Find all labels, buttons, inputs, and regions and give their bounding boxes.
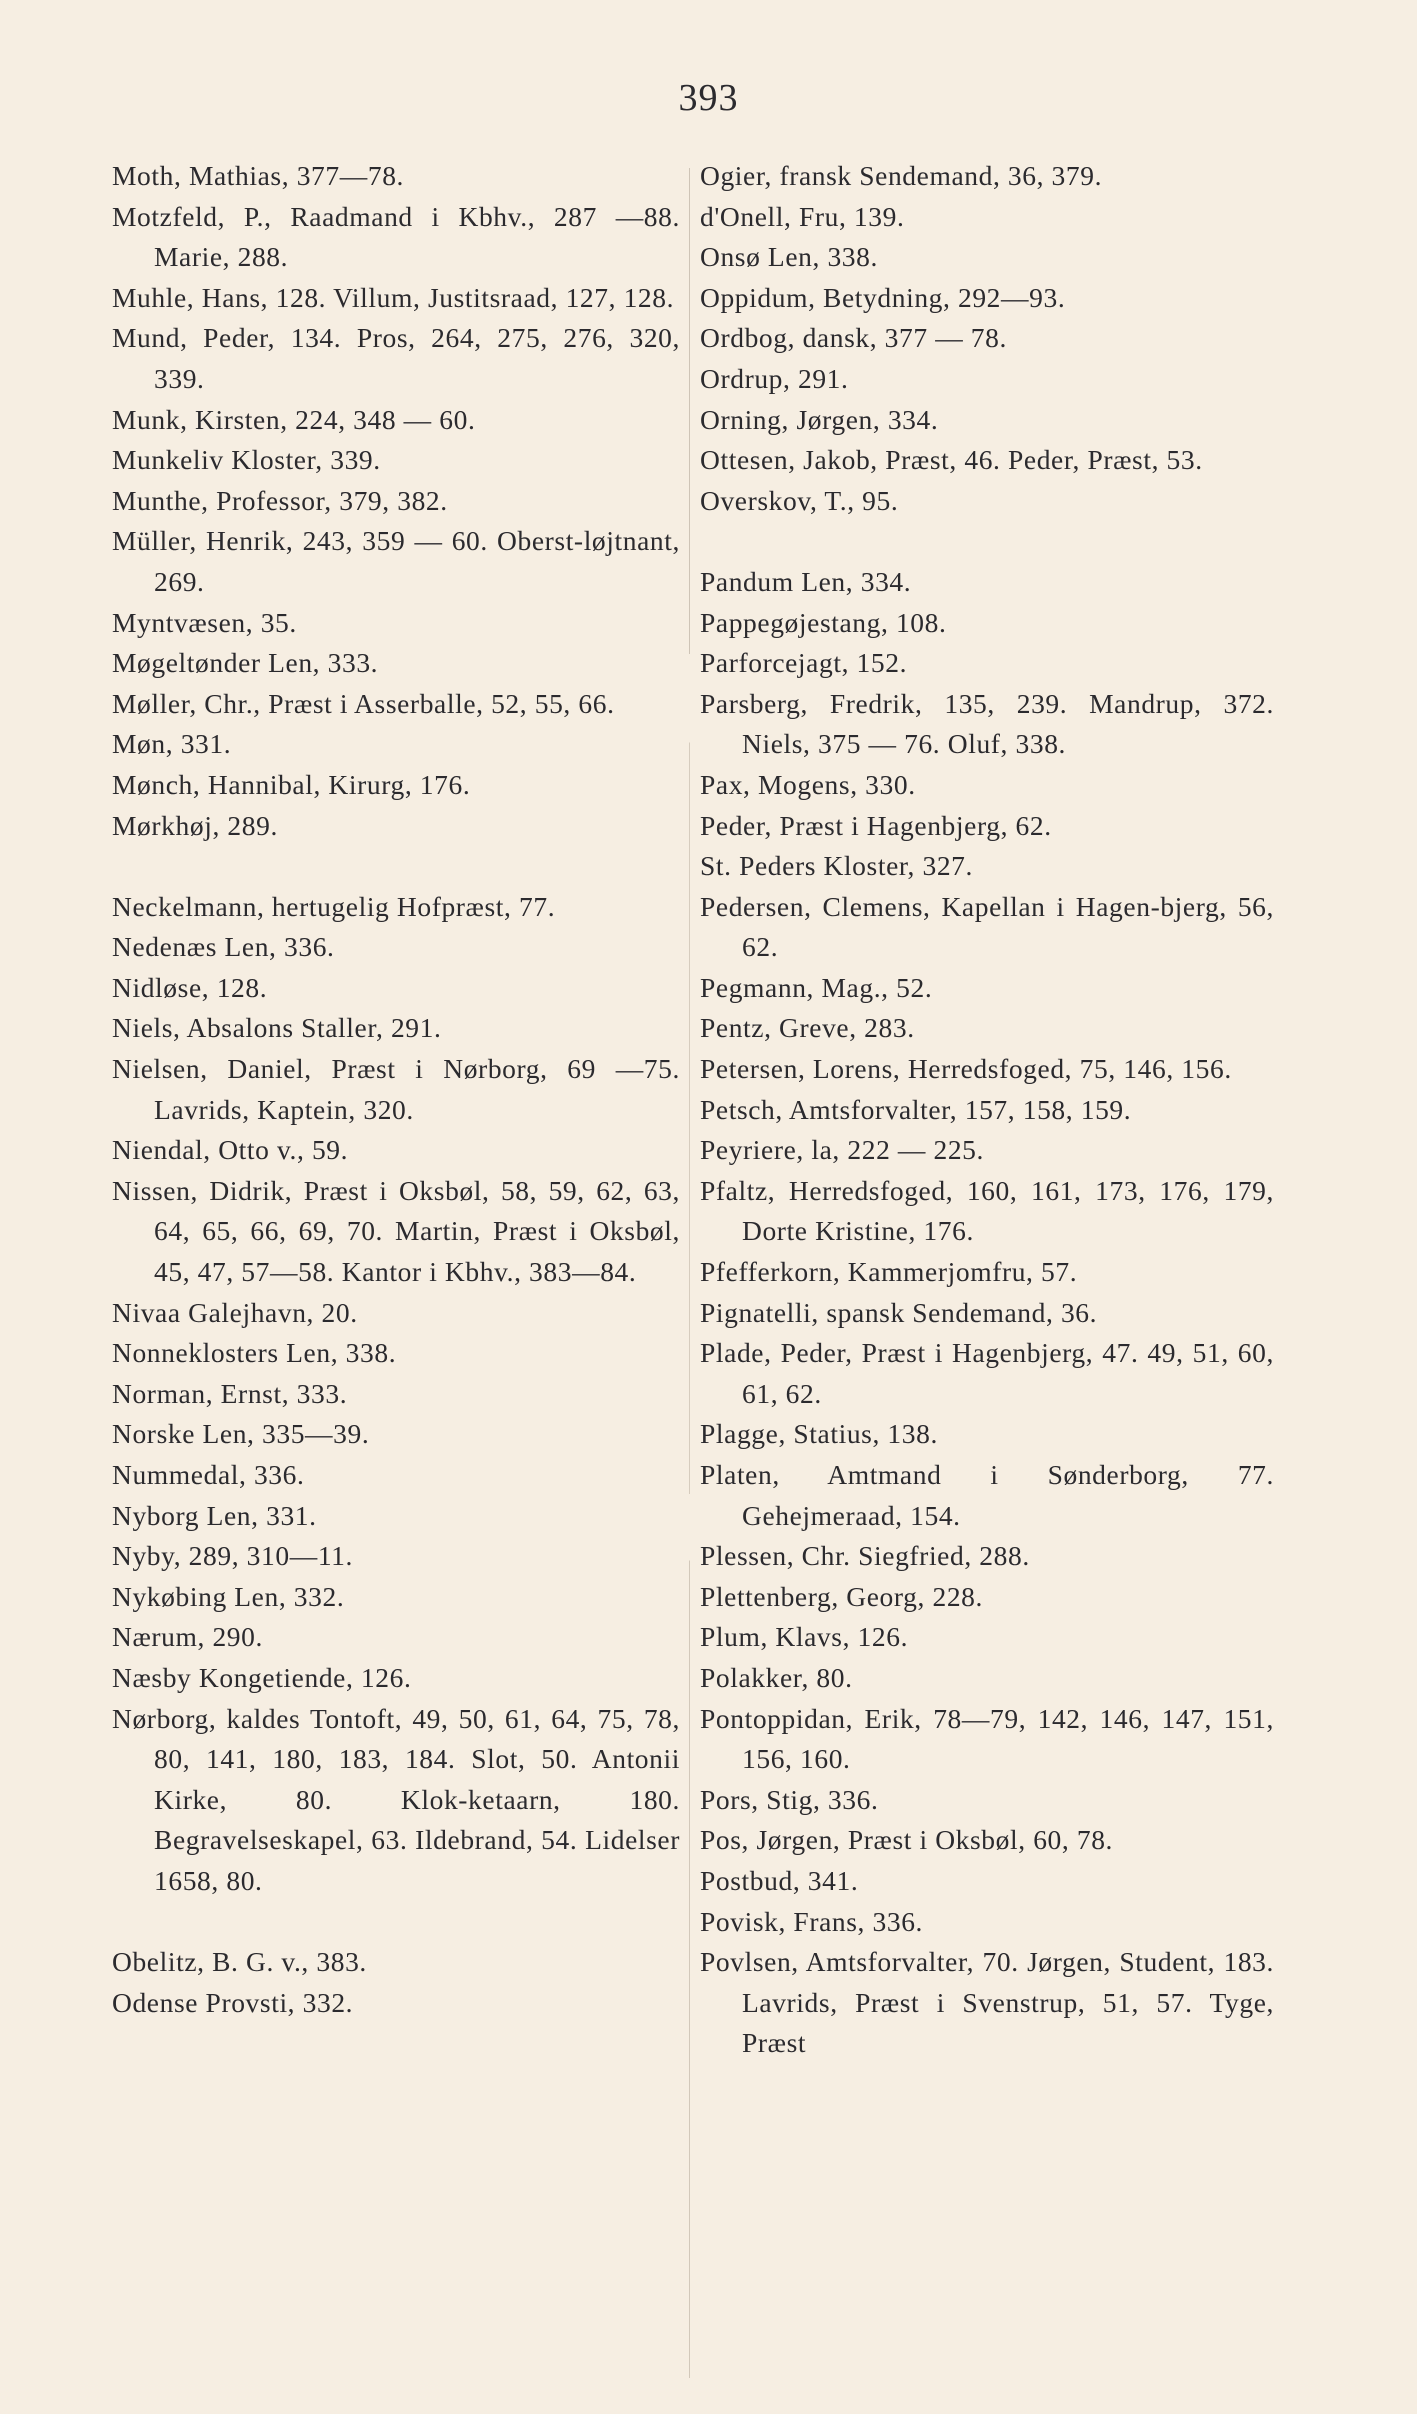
index-entry: Nørborg, kaldes Tontoft, 49, 50, 61, 64, 75, 78, 80, 141, 180, 183, 184. Slot, 50. Antonii Kirke, 80. Klok-ketaarn, 180. Begravelseskapel, 63. Ildebrand, 54. Lidelser 1658, 80.: [112, 1702, 680, 1896]
index-entry: Pfefferkorn, Kammerjomfru, 57.: [700, 1256, 1078, 1288]
index-entry: Platen, Amtmand i Sønderborg, 77. Gehejmeraad, 154.: [700, 1459, 1274, 1531]
index-entry: Ottesen, Jakob, Præst, 46. Peder, Præst, 53.: [700, 444, 1203, 476]
index-entry: Moth, Mathias, 377—78.: [112, 160, 405, 191]
index-entry: Nummedal, 336.: [112, 1459, 305, 1490]
index-entry: Nedenæs Len, 336.: [112, 931, 335, 963]
index-entry: Polakker, 80.: [700, 1661, 853, 1693]
index-entry: Plum, Klavs, 126.: [700, 1621, 909, 1653]
index-entry: Mund, Peder, 134. Pros, 264, 275, 276, 320, 339.: [112, 322, 680, 394]
index-entry: Overskov, T., 95.: [700, 484, 899, 516]
index-entry: Mønch, Hannibal, Kirurg, 176.: [112, 768, 471, 800]
index-entry: Plade, Peder, Præst i Hagenbjerg, 47. 49, 51, 60, 61, 62.: [700, 1337, 1274, 1409]
index-entry: Plessen, Chr. Siegfried, 288.: [700, 1540, 1030, 1572]
index-entry: Ogier, fransk Sendemand, 36, 379.: [700, 160, 1103, 191]
index-entry: Munthe, Professor, 379, 382.: [112, 484, 448, 516]
index-entry: Nidløse, 128.: [112, 971, 268, 1003]
index-entry: Pegmann, Mag., 52.: [700, 971, 933, 1003]
index-entry: Povisk, Frans, 336.: [700, 1905, 924, 1937]
index-entry: Nyborg Len, 331.: [112, 1499, 317, 1531]
index-entry: Pedersen, Clemens, Kapellan i Hagen-bjerg, 56, 62.: [700, 890, 1274, 963]
index-entry: Postbud, 341.: [700, 1864, 859, 1896]
index-entry: Odense Provsti, 332.: [112, 1986, 354, 2018]
index-entry: Ordrup, 291.: [700, 362, 849, 394]
index-entry: Motzfeld, P., Raadmand i Kbhv., 287 —88. Marie, 288.: [112, 200, 680, 273]
index-entry: Plettenberg, Georg, 228.: [700, 1580, 983, 1612]
index-entry: Pignatelli, spansk Sendemand, 36.: [700, 1296, 1098, 1328]
index-entry: Onsø Len, 338.: [700, 241, 878, 273]
index-entry: Møller, Chr., Præst i Asserballe, 52, 55, 66.: [112, 687, 615, 719]
index-entry: Nonneklosters Len, 338.: [112, 1337, 397, 1369]
index-entry: d'Onell, Fru, 139.: [700, 200, 905, 232]
index-entry: Obelitz, B. G. v., 383.: [112, 1946, 367, 1978]
index-entry: Petsch, Amtsforvalter, 157, 158, 159.: [700, 1093, 1132, 1125]
index-entry: Petersen, Lorens, Herredsfoged, 75, 146, 156.: [700, 1053, 1232, 1085]
index-entry: Næsby Kongetiende, 126.: [112, 1661, 412, 1693]
column-divider: [689, 168, 690, 2378]
index-entry: Munk, Kirsten, 224, 348 — 60.: [112, 403, 476, 435]
index-entry: Nyby, 289, 310—11.: [112, 1540, 353, 1572]
index-entry: Nærum, 290.: [112, 1621, 263, 1653]
index-entry: Parsberg, Fredrik, 135, 239. Mandrup, 372. Niels, 375 — 76. Oluf, 338.: [700, 687, 1274, 760]
index-entry: Pax, Mogens, 330.: [700, 768, 916, 800]
index-entry: Myntvæsen, 35.: [112, 606, 297, 638]
index-entry: Mørkhøj, 289.: [112, 809, 278, 841]
index-entry: Norske Len, 335—39.: [112, 1418, 370, 1450]
index-entry: Pors, Stig, 336.: [700, 1783, 879, 1815]
index-entry: Muhle, Hans, 128. Villum, Justitsraad, 127, 128.: [112, 281, 675, 313]
index-column-left: [112, 156, 680, 2023]
index-entry: St. Peders Kloster, 327.: [700, 850, 974, 882]
section-gap: [700, 521, 1274, 562]
index-entry: Peder, Præst i Hagenbjerg, 62.: [700, 809, 1052, 841]
index-entry: Müller, Henrik, 243, 359 — 60. Oberst-løjtnant, 269.: [112, 525, 680, 597]
index-entry: Niendal, Otto v., 59.: [112, 1134, 349, 1166]
index-entry: Pentz, Greve, 283.: [700, 1012, 915, 1044]
index-entry: Munkeliv Kloster, 339.: [112, 444, 381, 476]
index-entry: Oppidum, Betydning, 292—93.: [700, 281, 1066, 313]
index-entry: Ordbog, dansk, 377 — 78.: [700, 322, 1007, 354]
index-entry: Pos, Jørgen, Præst i Oksbøl, 60, 78.: [700, 1824, 1114, 1856]
index-entry: Nielsen, Daniel, Præst i Nørborg, 69 —75. Lavrids, Kaptein, 320.: [112, 1053, 680, 1125]
index-entry: Niels, Absalons Staller, 291.: [112, 1012, 442, 1044]
index-entry: Neckelmann, hertugelig Hofpræst, 77.: [112, 890, 556, 922]
index-entry: Plagge, Statius, 138.: [700, 1418, 938, 1450]
index-entry: Orning, Jørgen, 334.: [700, 403, 939, 435]
index-entry: Møn, 331.: [112, 728, 232, 760]
page-number: 393: [678, 77, 739, 119]
index-entry: Pandum Len, 334.: [700, 565, 912, 597]
index-entry: Møgeltønder Len, 333.: [112, 647, 379, 679]
index-entry: Norman, Ernst, 333.: [112, 1377, 348, 1409]
index-entry: Pappegøjestang, 108.: [700, 606, 947, 638]
section-gap: [112, 1902, 680, 1943]
index-entry: Pfaltz, Herredsfoged, 160, 161, 173, 176, 179, Dorte Kristine, 176.: [700, 1174, 1274, 1247]
index-entry: Parforcejagt, 152.: [700, 647, 908, 679]
index-entry: Nissen, Didrik, Præst i Oksbøl, 58, 59, 62, 63, 64, 65, 66, 69, 70. Martin, Præst i Oksbøl, 45, 47, 57—58. Kantor i Kbhv., 383—84.: [112, 1174, 680, 1288]
section-gap: [112, 846, 680, 887]
index-entry: Nivaa Galejhavn, 20.: [112, 1296, 358, 1328]
index-entry: Pontoppidan, Erik, 78—79, 142, 146, 147, 151, 156, 160.: [700, 1702, 1274, 1775]
index-entry: Peyriere, la, 222 — 225.: [700, 1134, 984, 1166]
index-entry: Povlsen, Amtsforvalter, 70. Jørgen, Student, 183. Lavrids, Præst i Svenstrup, 51, 57. Tyge, Præst: [700, 1946, 1274, 2059]
index-entry: Nykøbing Len, 332.: [112, 1580, 345, 1612]
index-column-right: [700, 156, 1274, 2064]
